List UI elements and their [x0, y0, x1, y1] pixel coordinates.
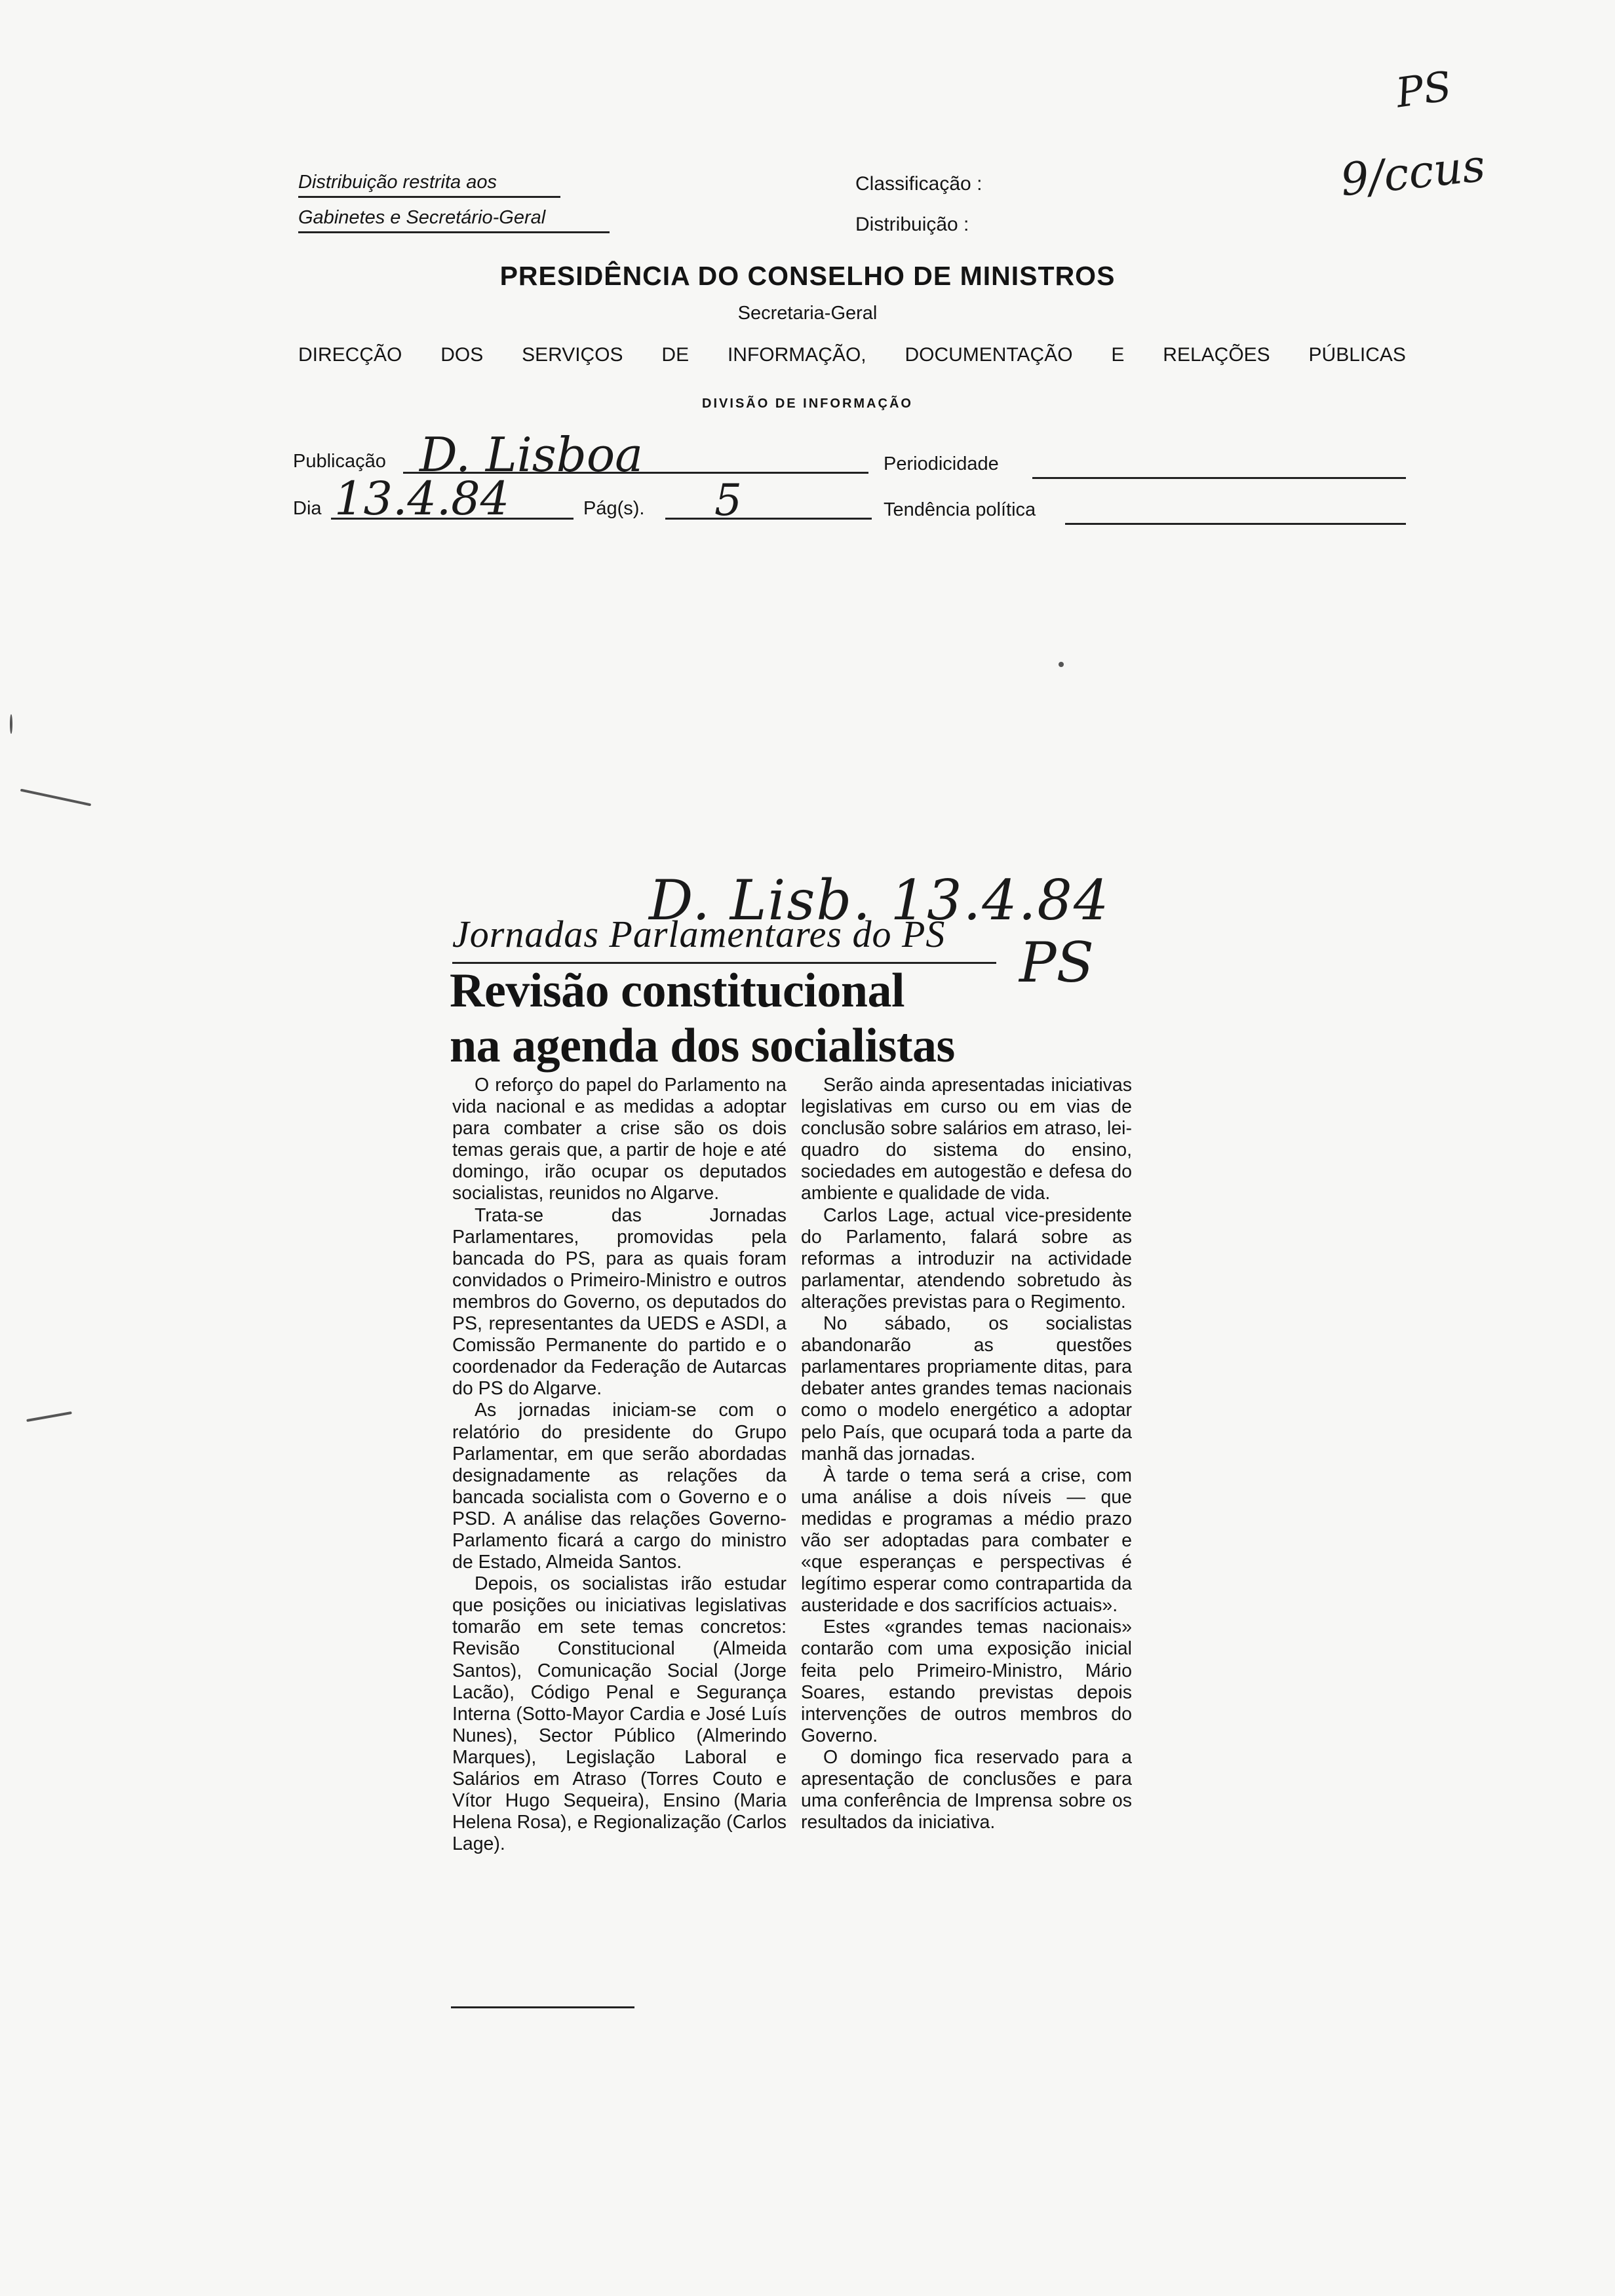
- directorate-word: DE: [661, 344, 690, 366]
- headline-line-2: na agenda dos socialistas: [450, 1019, 955, 1073]
- restricted-distribution: [298, 172, 610, 233]
- article-paragraph: Carlos Lage, actual vice-presidente do Parlamento, falará sobre as reformas a introduzir na actividade parlamentar, atendendo sobretudo às alterações previstas para o Regimento.: [801, 1204, 1132, 1312]
- directorate-word: E: [1111, 344, 1125, 366]
- directorate-word: SERVIÇOS: [522, 344, 623, 366]
- classification-label: Classificação :: [855, 173, 983, 195]
- directorate-word: DOCUMENTAÇÃO: [905, 344, 1073, 366]
- day-value: 13.4.84: [334, 472, 510, 526]
- directorate-word: INFORMAÇÃO,: [727, 344, 866, 366]
- article-paragraph: Depois, os socialistas irão estudar que posições ou iniciativas legislativas tomarão em sete temas concretos: Revisão Constitucional (Almeida Santos), Comunicação Social (Jorge Lacão), Código Penal e Segurança Interna (Sotto-Mayor Cardia e José Luís Nunes), Sector Público (Almerindo Marques), Legislação Laboral e Salários em Atraso (Torres Couto e Vítor Hugo Sequeira), Ensino (Maria Helena Rosa), e Regionalização (Carlos Lage).: [452, 1573, 787, 1855]
- article-paragraph: Trata-se das Jornadas Parlamentares, promovidas pela bancada do PS, para as quais foram convidados o Primeiro-Ministro e outros membros do Governo, os deputados do PS, representantes da UEDS e ASDI, a Comissão Permanente do partido e o coordenador da Federação de Autarcas do PS do Algarve.: [452, 1204, 787, 1400]
- scan-mark: [10, 714, 12, 734]
- tendency-line: [1065, 523, 1406, 525]
- directorate-word: DIRECÇÃO: [298, 344, 402, 366]
- pages-label: Pág(s).: [583, 498, 645, 519]
- scan-mark: [20, 789, 91, 807]
- publication-value: D. Lisboa: [419, 427, 644, 482]
- article-tag: PS: [1019, 930, 1095, 995]
- article-column-2: [801, 1075, 1132, 1833]
- publication-label: Publicação: [293, 451, 386, 472]
- pages-value: 5: [714, 475, 742, 526]
- article-paragraph: Serão ainda apresentadas iniciativas legislativas em curso ou em vias de conclusão sobre salários em atraso, lei-quadro do sistema do ensino, sociedades em autogestão e defesa do ambiente e qualidade de vida.: [801, 1075, 1132, 1204]
- article-paragraph: O reforço do papel do Parlamento na vida nacional e as medidas a adoptar para combater a crise são os dois temas gerais que, a partir de hoje e até domingo, irão ocupar os deputados socialistas, reunidos no Algarve.: [452, 1075, 787, 1204]
- restricted-line-2: Gabinetes e Secretário-Geral: [298, 207, 610, 233]
- directorate-title: [298, 344, 1406, 366]
- article-end-rule: [451, 2006, 634, 2008]
- day-label: Dia: [293, 498, 322, 519]
- division-title: DIVISÃO DE INFORMAÇÃO: [702, 396, 913, 411]
- scan-mark: [26, 1411, 72, 1422]
- day-line: [331, 518, 574, 520]
- pages-line: [665, 518, 872, 520]
- distribution-label: Distribuição :: [855, 214, 969, 235]
- periodicity-label: Periodicidade: [884, 453, 999, 474]
- headline-line-1: Revisão constitucional: [450, 964, 905, 1018]
- secretariat-title: Secretaria-Geral: [737, 303, 878, 324]
- tendency-label: Tendência política: [884, 499, 1036, 520]
- periodicity-line: [1032, 477, 1406, 479]
- article-stamp: D. Lisb. 13.4.84: [649, 868, 1110, 932]
- article-paragraph: As jornadas iniciam-se com o relatório do presidente do Grupo Parlamentar, em que serão abordadas designadamente as relações da bancada socialista com o Governo e o PSD. A análise das relações Governo-Parlamento ficará a cargo do ministro de Estado, Almeida Santos.: [452, 1400, 787, 1573]
- office-title: PRESIDÊNCIA DO CONSELHO DE MINISTROS: [499, 261, 1116, 291]
- article-paragraph: No sábado, os socialistas abandonarão as questões parlamentares propriamente ditas, para debater antes grandes temas nacionais como o modelo energético a adoptar pelo País, que ocupará toda a parte da manhã das jornadas.: [801, 1313, 1132, 1464]
- directorate-word: PÚBLICAS: [1308, 344, 1406, 366]
- handwritten-note-ps: PS: [1393, 62, 1454, 117]
- article-paragraph: À tarde o tema será a crise, com uma análise a dois níveis — que medidas e programas a médio prazo vão ser adoptadas para combater e «que esperanças e perspectivas é legítimo esperar como contrapartida da austeridade e dos sacrifícios actuais».: [801, 1464, 1132, 1617]
- article-paragraph: O domingo fica reservado para a apresentação de conclusões e para uma conferência de Imprensa sobre os resultados da iniciativa.: [801, 1746, 1132, 1833]
- directorate-word: RELAÇÕES: [1163, 344, 1270, 366]
- handwritten-note-ref: 9/ccus: [1338, 140, 1488, 207]
- article-column-1: [452, 1075, 787, 1855]
- article-headline: [450, 963, 955, 1073]
- article-paragraph: Estes «grandes temas nacionais» contarão com uma exposição inicial feita pelo Primeiro-Ministro, Mário Soares, estando previstas depois intervenções de outros membros do Governo.: [801, 1617, 1132, 1746]
- article-kicker: Jornadas Parlamentares do PS: [452, 913, 946, 955]
- directorate-word: DOS: [440, 344, 484, 366]
- scan-speck: [1059, 662, 1064, 667]
- restricted-line-1: Distribuição restrita aos: [298, 172, 560, 198]
